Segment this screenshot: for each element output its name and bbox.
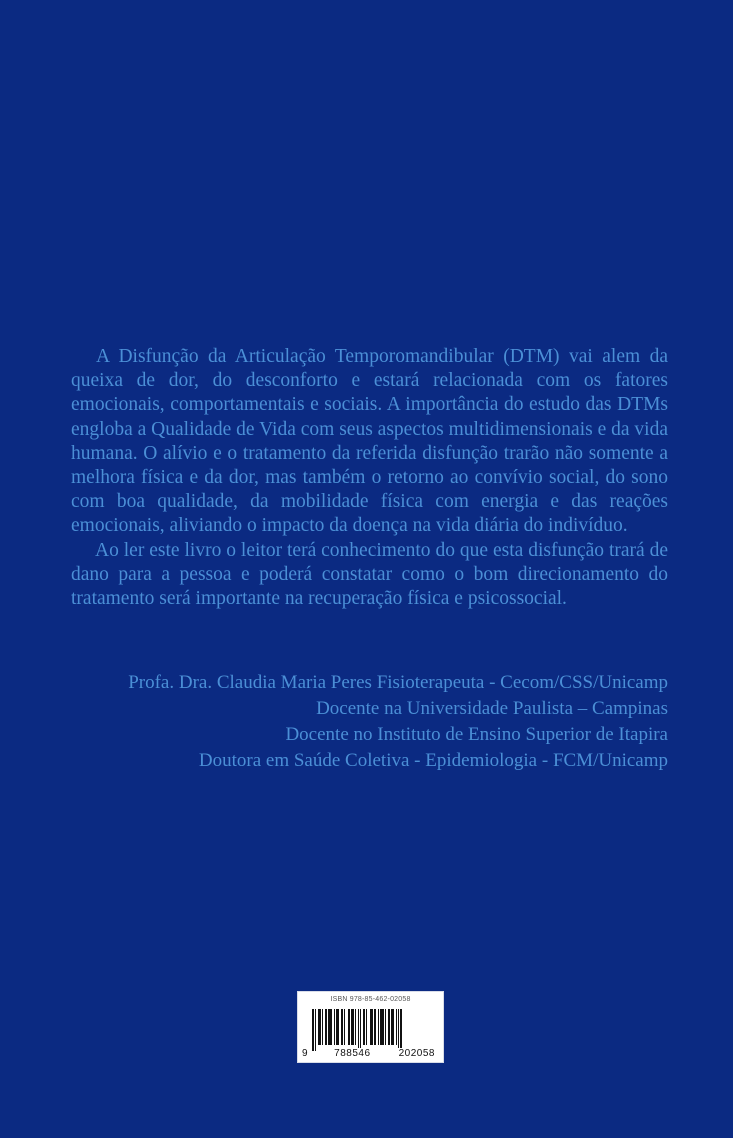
author-credit-line: Doutora em Saúde Coletiva - Epidemiologia - FCM/Unicamp: [198, 750, 668, 771]
isbn-barcode: [297, 991, 444, 1063]
barcode-digits: [302, 1048, 437, 1059]
blurb-paragraph-1: A Disfunção da Articulação Temporomandibular (DTM) vai alem da queixa de dor, do desconforto e estará relacionada com os fatores emocionais, comportamentais e sociais. A importância do estudo das DTMs engloba a Qualidade de Vida com seus aspectos multidimensionais e da vida humana. O alívio e o tratamento da referida disfunção trarão não somente a melhora física e da dor, mas também o retorno ao convívio social, do sono com boa qualidade, da mobilidade física com energia e das reações emocionais, aliviando o impacto da doença na vida diária do indivíduo.: [71, 346, 668, 537]
barcode-digits-left: 788546: [334, 1048, 371, 1059]
barcode-bars-icon: [312, 1009, 432, 1051]
isbn-label: ISBN 978-85-462-02058: [330, 996, 411, 1003]
barcode-digit-first: 9: [302, 1048, 309, 1059]
author-credits: [128, 670, 668, 774]
blurb-paragraph-2: Ao ler este livro o leitor terá conhecimento do que esta disfunção trará de dano para a pessoa e poderá constatar como o bom direcionamento do tratamento será importante na recuperação física e psicossocial.: [71, 539, 668, 610]
author-credit-line: Docente no Instituto de Ensino Superior de Itapira: [285, 724, 668, 745]
author-credit-line: Profa. Dra. Claudia Maria Peres Fisioterapeuta - Cecom/CSS/Unicamp: [128, 672, 668, 693]
barcode-digits-right: 202058: [398, 1048, 435, 1059]
blurb-text: [71, 345, 668, 611]
author-credit-line: Docente na Universidade Paulista – Campinas: [316, 698, 668, 719]
